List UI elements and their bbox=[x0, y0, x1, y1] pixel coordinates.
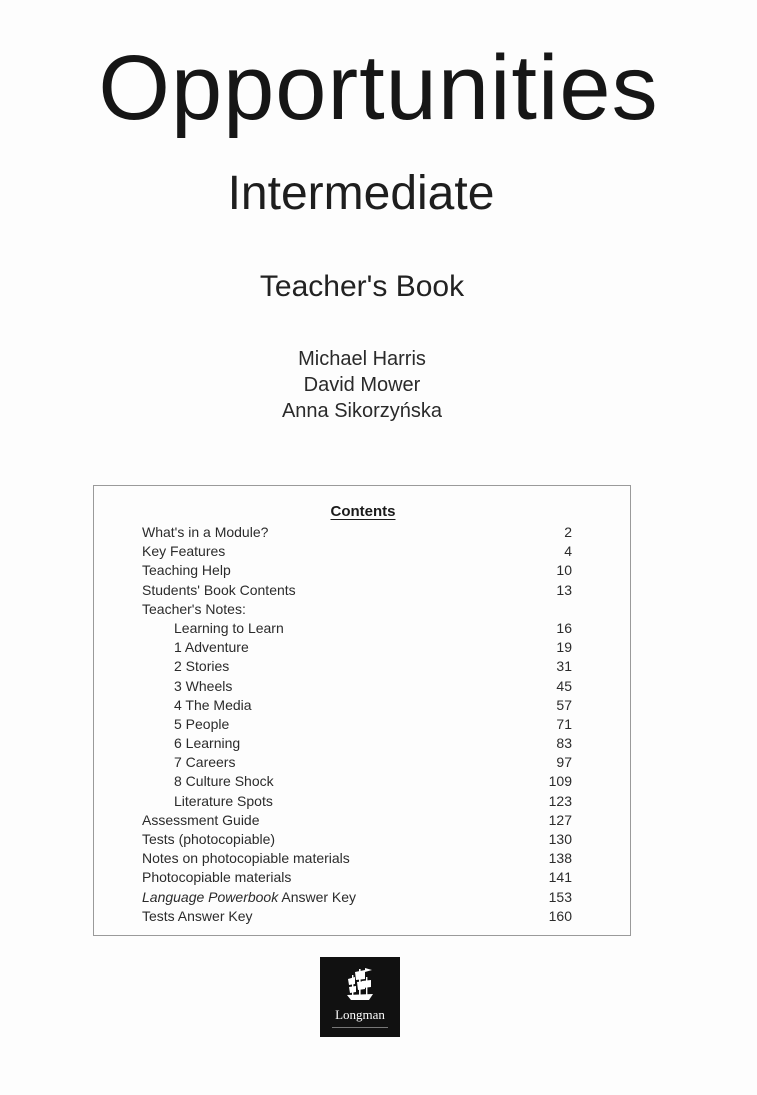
contents-entry bbox=[142, 849, 572, 868]
contents-entry bbox=[142, 696, 572, 715]
contents-entry-page: 160 bbox=[548, 907, 572, 924]
contents-entry-page: 57 bbox=[556, 696, 572, 713]
contents-entry-page: 141 bbox=[548, 869, 572, 886]
author-name: Michael Harris bbox=[298, 348, 426, 370]
contents-entry-page: 2 bbox=[564, 524, 572, 540]
contents-entry-page: 127 bbox=[548, 811, 572, 828]
contents-entry-label: Assessment Guide bbox=[142, 811, 260, 828]
contents-entry-label: 3 Wheels bbox=[174, 677, 233, 694]
contents-entry bbox=[142, 581, 572, 600]
contents-entry-label: 6 Learning bbox=[174, 735, 241, 752]
contents-entry bbox=[142, 561, 572, 580]
contents-entry-page: 123 bbox=[548, 792, 572, 809]
contents-entry-page: 71 bbox=[556, 715, 572, 732]
contents-entry-page: 19 bbox=[556, 639, 572, 656]
contents-entry bbox=[142, 638, 572, 657]
contents-entry-page: 13 bbox=[556, 581, 572, 598]
contents-entry-page: 97 bbox=[556, 754, 572, 771]
contents-entry-label: Literature Spots bbox=[174, 792, 273, 809]
logo-divider bbox=[332, 1027, 388, 1028]
contents-entry-page: 4 bbox=[564, 543, 572, 560]
contents-entry-label: 7 Careers bbox=[174, 754, 236, 771]
contents-entry-label: What's in a Module? bbox=[142, 524, 269, 540]
contents-entry bbox=[142, 792, 572, 811]
contents-entry-page: 16 bbox=[556, 619, 572, 636]
contents-entry bbox=[142, 811, 572, 830]
ship-icon bbox=[345, 967, 375, 1003]
contents-entry bbox=[142, 888, 572, 907]
contents-entry bbox=[142, 677, 572, 696]
contents-entry-page: 45 bbox=[556, 677, 572, 694]
contents-entry-page: 109 bbox=[548, 773, 572, 790]
contents-entry-page: 130 bbox=[548, 831, 572, 847]
contents-entry-label: Teacher's Notes: bbox=[142, 600, 246, 617]
contents-entry-page: 153 bbox=[548, 888, 572, 905]
contents-entry bbox=[142, 542, 572, 561]
contents-entry-label: 8 Culture Shock bbox=[174, 773, 274, 790]
author-name: David Mower bbox=[303, 374, 421, 396]
contents-entry bbox=[142, 619, 572, 638]
contents-heading: Contents bbox=[330, 503, 396, 520]
book-subtitle: Intermediate bbox=[227, 167, 495, 220]
contents-entry-label: Notes on photocopiable materials bbox=[142, 850, 350, 867]
contents-list bbox=[142, 523, 572, 926]
contents-entry bbox=[142, 734, 572, 753]
publisher-name: Longman bbox=[335, 1007, 385, 1022]
contents-entry bbox=[142, 523, 572, 542]
contents-entry bbox=[142, 868, 572, 887]
contents-entry bbox=[142, 907, 572, 926]
contents-entry-label: Teaching Help bbox=[142, 562, 231, 579]
book-title: Opportunities bbox=[98, 37, 659, 139]
contents-entry-label: Language Powerbook Answer Key bbox=[142, 888, 357, 905]
contents-entry-page: 31 bbox=[556, 658, 572, 675]
contents-entry-label: Key Features bbox=[142, 543, 226, 560]
contents-entry bbox=[142, 772, 572, 791]
contents-entry bbox=[142, 715, 572, 734]
contents-entry-label: 5 People bbox=[174, 715, 230, 732]
contents-box bbox=[93, 485, 631, 936]
publisher-logo bbox=[320, 957, 400, 1037]
contents-entry-page: 138 bbox=[548, 850, 572, 867]
contents-entry-page: 10 bbox=[556, 562, 572, 579]
contents-entry-label: 4 The Media bbox=[174, 696, 252, 713]
author-name: Anna Sikorzyńska bbox=[281, 400, 443, 422]
contents-entry bbox=[142, 830, 572, 849]
contents-entry-label: Photocopiable materials bbox=[142, 869, 292, 886]
contents-entry-label: Tests Answer Key bbox=[142, 907, 253, 924]
contents-entry-label: Tests (photocopiable) bbox=[142, 831, 276, 847]
contents-entry-label: Students' Book Contents bbox=[142, 581, 296, 598]
contents-entry-page: 83 bbox=[556, 735, 572, 752]
book-type: Teacher's Book bbox=[259, 270, 465, 303]
contents-entry-label: Learning to Learn bbox=[174, 619, 284, 636]
contents-entry bbox=[142, 657, 572, 676]
author-list bbox=[0, 346, 724, 424]
contents-entry-label: 2 Stories bbox=[174, 658, 230, 675]
contents-entry-label: 1 Adventure bbox=[174, 639, 249, 656]
contents-entry bbox=[142, 753, 572, 772]
contents-entry bbox=[142, 600, 572, 619]
